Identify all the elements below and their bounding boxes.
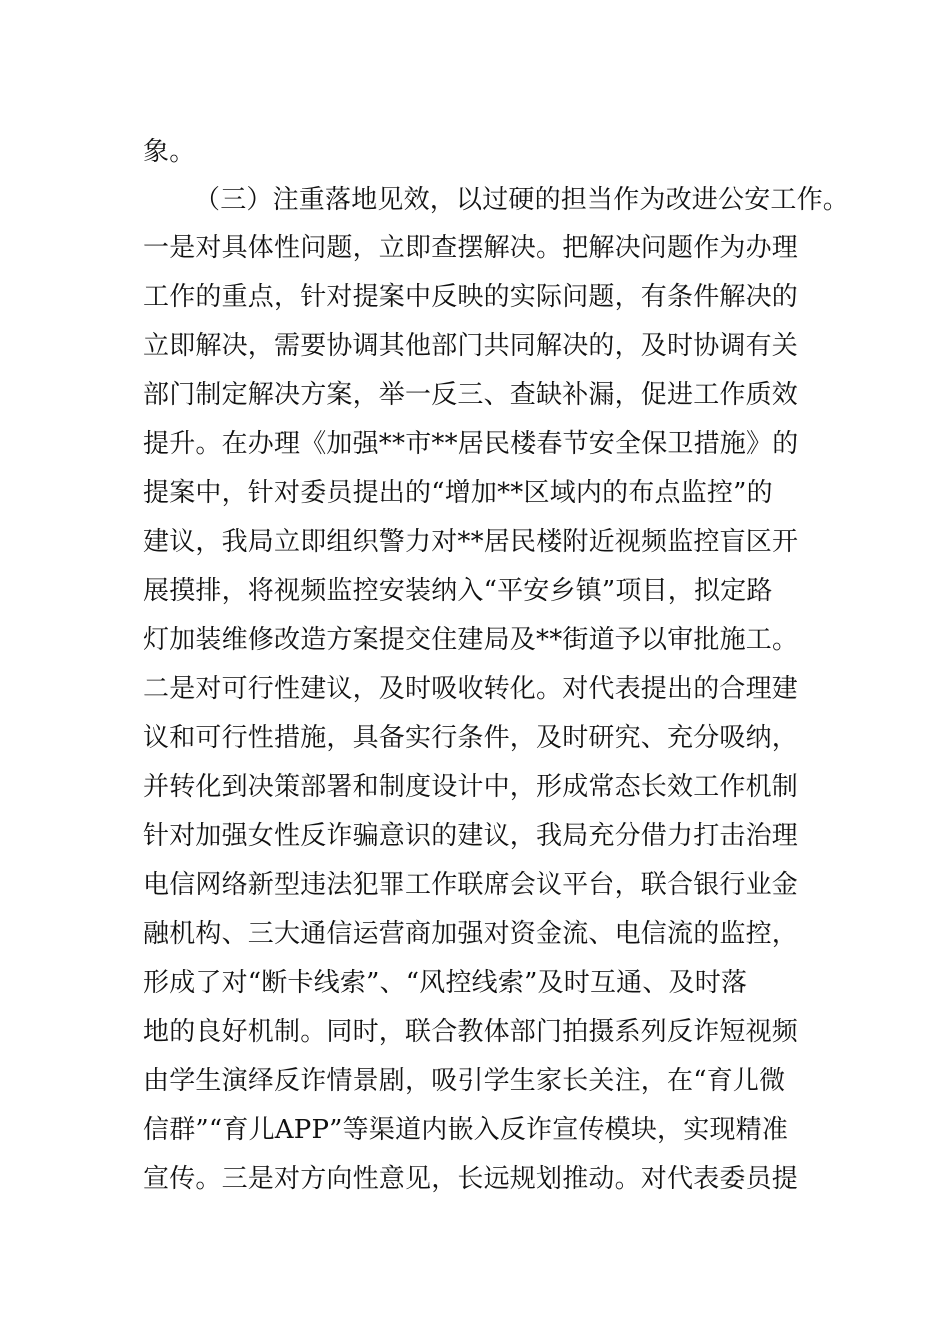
text-line: 并转化到决策部署和制度设计中，形成常态长效工作机制 bbox=[143, 772, 799, 802]
text-line: 议和可行性措施，具备实行条件，及时研究、充分吸纳， bbox=[143, 723, 799, 753]
text-line: 提案中，针对委员提出的“增加**区域内的布点监控”的 bbox=[143, 478, 773, 508]
section-heading: （三）注重落地见效，以过硬的担当作为改进公安工作。 bbox=[194, 185, 850, 215]
text-line: 形成了对“断卡线索”、“风控线索”及时互通、及时落 bbox=[143, 968, 748, 998]
text-line: 二是对可行性建议，及时吸收转化。对代表提出的合理建 bbox=[143, 674, 799, 704]
text-line: 建议，我局立即组织警力对**居民楼附近视频监控盲区开 bbox=[143, 527, 799, 557]
text-line: 宣传。三是对方向性意见，长远规划推动。对代表委员提 bbox=[143, 1164, 799, 1194]
text-line: 针对加强女性反诈骗意识的建议，我局充分借力打击治理 bbox=[143, 821, 799, 851]
text-line: 灯加装维修改造方案提交住建局及**街道予以审批施工。 bbox=[143, 625, 799, 655]
text-line: 地的良好机制。同时，联合教体部门拍摄系列反诈短视频 bbox=[143, 1017, 799, 1047]
text-line: 展摸排，将视频监控安装纳入“平安乡镇”项目，拟定路 bbox=[143, 576, 773, 606]
text-line: 立即解决，需要协调其他部门共同解决的，及时协调有关 bbox=[143, 331, 799, 361]
text-line: 由学生演绎反诈情景剧，吸引学生家长关注，在“育儿微 bbox=[143, 1066, 786, 1096]
text-line: 融机构、三大通信运营商加强对资金流、电信流的监控， bbox=[143, 919, 799, 949]
text-line: 一是对具体性问题，立即查摆解决。把解决问题作为办理 bbox=[143, 233, 799, 263]
text-line: 电信网络新型违法犯罪工作联席会议平台，联合银行业金 bbox=[143, 870, 799, 900]
text-line: 象。 bbox=[143, 137, 196, 167]
text-line: 工作的重点，针对提案中反映的实际问题，有条件解决的 bbox=[143, 282, 799, 312]
text-line: 提升。在办理《加强**市**居民楼春节安全保卫措施》的 bbox=[143, 429, 799, 459]
text-line: 信群”“育儿APP”等渠道内嵌入反诈宣传模块，实现精准 bbox=[143, 1115, 789, 1145]
text-line: 部门制定解决方案，举一反三、查缺补漏，促进工作质效 bbox=[143, 380, 799, 410]
